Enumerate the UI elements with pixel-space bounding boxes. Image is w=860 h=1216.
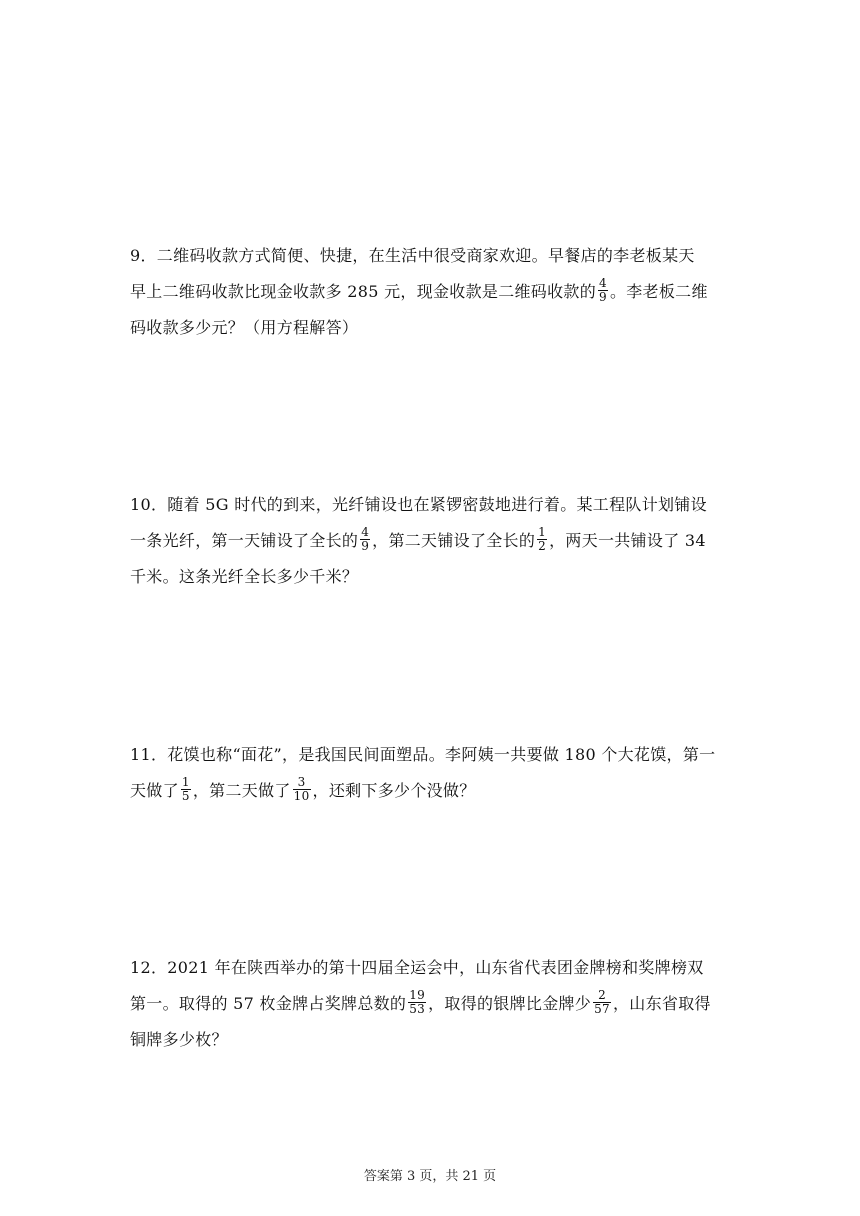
fraction xyxy=(181,776,191,803)
question-line xyxy=(130,950,730,986)
fraction xyxy=(593,989,611,1016)
question-line xyxy=(130,487,730,523)
question-text: 码收款多少元？（用方程解答） xyxy=(130,318,359,337)
question-text: 12．2021 年在陕西举办的第十四届全运会中，山东省代表团金牌榜和奖牌榜双 xyxy=(130,958,704,977)
fraction xyxy=(293,776,311,803)
question-9 xyxy=(130,238,730,346)
fraction-denominator: 53 xyxy=(409,1002,426,1016)
question-line xyxy=(130,1022,730,1058)
question-text: ，取得的银牌比金牌少 xyxy=(428,994,592,1013)
question-line xyxy=(130,310,730,346)
question-12 xyxy=(130,950,730,1058)
question-text: 铜牌多少枚？ xyxy=(130,1030,228,1049)
fraction xyxy=(408,989,426,1016)
question-text: ，第二天做了 xyxy=(192,781,291,800)
fraction-denominator: 57 xyxy=(594,1002,610,1016)
question-text: ，第二天铺设了全长的 xyxy=(372,531,536,550)
fraction-denominator: 2 xyxy=(538,539,547,553)
question-text: ，山东省取得 xyxy=(613,994,711,1013)
question-line xyxy=(130,737,730,773)
question-line xyxy=(130,523,730,559)
question-line xyxy=(130,238,730,274)
question-text: 第一。取得的 57 枚金牌占奖牌总数的 xyxy=(130,994,407,1013)
question-text: 9．二维码收款方式简便、快捷，在生活中很受商家欢迎。早餐店的李老板某天 xyxy=(130,246,695,265)
question-text: 11．花馍也称“面花”，是我国民间面塑品。李阿姨一共要做 180 个大花馍，第一 xyxy=(130,745,716,764)
fraction-denominator: 5 xyxy=(181,789,190,803)
fraction-numerator: 2 xyxy=(593,989,611,1003)
question-text: 天做了 xyxy=(130,781,179,800)
question-10 xyxy=(130,487,730,595)
question-text: 早上二维码收款比现金收款多 285 元，现金收款是二维码收款的 xyxy=(130,282,597,301)
question-line xyxy=(130,559,730,595)
fraction-denominator: 10 xyxy=(293,789,310,803)
question-11 xyxy=(130,737,730,809)
question-text: 一条光纤，第一天铺设了全长的 xyxy=(130,531,359,550)
fraction-numerator: 1 xyxy=(181,775,190,789)
question-text: 千米。这条光纤全长多少千米？ xyxy=(130,567,359,586)
question-line xyxy=(130,773,730,809)
fraction-numerator: 3 xyxy=(293,776,311,790)
fraction xyxy=(360,526,370,553)
fraction-numerator: 4 xyxy=(599,276,607,290)
fraction xyxy=(598,277,608,304)
question-line xyxy=(130,274,730,310)
fraction xyxy=(537,526,547,553)
question-text: 。李老板二维 xyxy=(609,282,708,301)
question-text: ，两天一共铺设了 34 xyxy=(549,531,706,550)
question-line xyxy=(130,986,730,1022)
fraction-numerator: 1 xyxy=(538,525,547,539)
fraction-numerator: 19 xyxy=(409,988,426,1002)
question-text: ，还剩下多少个没做？ xyxy=(312,781,476,800)
question-text: 10．随着 5G 时代的到来，光纤铺设也在紧锣密鼓地进行着。某工程队计划铺设 xyxy=(130,495,707,514)
fraction-denominator: 9 xyxy=(361,539,370,553)
page-footer: 答案第 3 页，共 21 页 xyxy=(363,1169,497,1184)
fraction-numerator: 4 xyxy=(361,525,370,539)
fraction-denominator: 9 xyxy=(599,290,607,304)
